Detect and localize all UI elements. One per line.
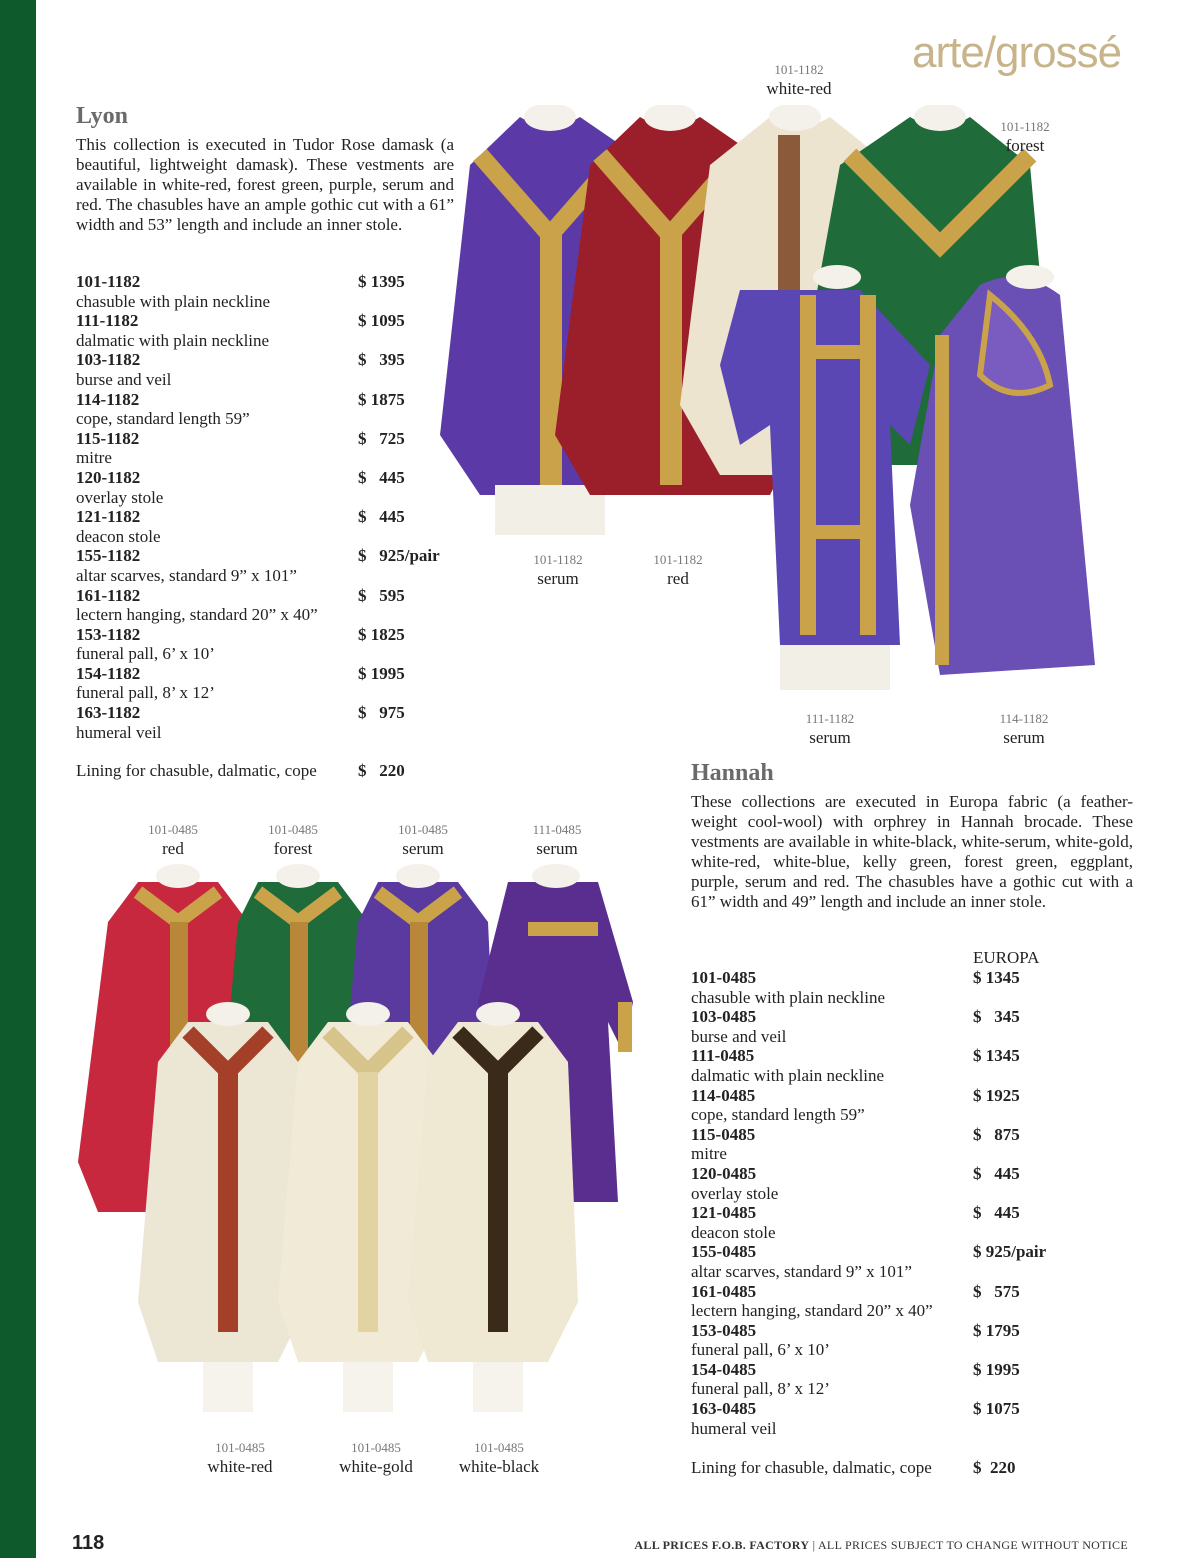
item-price: $ 445 [973, 1203, 1020, 1223]
item-price: $ 1095 [358, 311, 405, 331]
item-name: deacon stole [76, 526, 161, 546]
lyon-lining [76, 761, 466, 781]
price-row [691, 1242, 1131, 1281]
footer-change-notice: ALL PRICES SUBJECT TO CHANGE WITHOUT NOTICE [817, 1538, 1128, 1552]
item-name: burse and veil [76, 369, 172, 389]
item-code: 121-1182 [76, 507, 141, 527]
item-price: $ 445 [973, 1163, 1020, 1183]
price-row [691, 1282, 1131, 1321]
item-code: 114-1182 [76, 389, 140, 409]
price-row [76, 390, 466, 429]
lining-price: $ 220 [973, 1458, 1016, 1477]
item-name: funeral pall, 8’ x 12’ [691, 1379, 830, 1399]
item-name: deacon stole [691, 1222, 776, 1242]
price-row [76, 625, 466, 664]
hannah-title: Hannah [691, 760, 774, 786]
item-price: $ 395 [358, 350, 405, 370]
price-row [76, 664, 466, 703]
item-price: $ 1345 [973, 968, 1020, 987]
item-price: $ 1875 [358, 389, 405, 409]
item-name: altar scarves, standard 9” x 101” [76, 565, 297, 585]
item-code: 120-0485 [691, 1163, 757, 1183]
item-code: 153-0485 [691, 1320, 757, 1340]
item-code: 153-1182 [76, 624, 141, 644]
price-row [691, 1086, 1131, 1125]
item-price: $ 1925 [973, 1085, 1020, 1105]
price-row [76, 507, 466, 546]
item-code: 101-0485 [691, 968, 757, 987]
caption-lyon-dalmatic: 111-1182 serum [805, 711, 855, 747]
footer-separator: | [812, 1538, 816, 1552]
lining-price: $ 220 [358, 761, 405, 780]
item-name: burse and veil [691, 1026, 787, 1046]
caption-hannah-dalmatic-serum: 111-0485 serum [532, 822, 582, 858]
price-row [691, 1125, 1131, 1164]
lyon-description: This collection is executed in Tudor Rose damask (a beautiful, lightweight damask). These vestments are available in white-red, forest green, purple, serum and red. The chasubles have an ample gothic cut with a 61” width and 53” length and include an inner stole. [76, 135, 454, 234]
chasuble-white-black [408, 1002, 578, 1412]
item-code: 161-0485 [691, 1281, 757, 1301]
price-row [691, 968, 1131, 1007]
caption-lyon-white-red: 101-1182 white-red [766, 62, 832, 98]
item-price: $ 445 [358, 467, 405, 487]
price-row [691, 1007, 1131, 1046]
price-row [691, 1360, 1131, 1399]
hannah-column-header: EUROPA [973, 948, 1040, 967]
item-price: $ 1345 [973, 1046, 1020, 1066]
hannah-price-list [691, 968, 1131, 1438]
price-row [76, 468, 466, 507]
item-code: 111-0485 [691, 1046, 755, 1066]
item-name: humeral veil [76, 722, 162, 742]
hannah-vestments-photo [78, 862, 638, 1432]
item-name: altar scarves, standard 9” x 101” [691, 1261, 912, 1281]
lyon-vestments-photo [440, 105, 1100, 710]
caption-hannah-forest: 101-0485 forest [268, 822, 318, 858]
item-price: $ 1995 [973, 1359, 1020, 1379]
item-price: $ 1075 [973, 1399, 1020, 1419]
item-price: $ 875 [973, 1124, 1020, 1144]
item-name: chasuble with plain neckline [76, 291, 271, 311]
price-row [691, 1203, 1131, 1242]
item-price: $ 725 [358, 428, 405, 448]
caption-hannah-white-black: 101-0485 white-black [458, 1440, 540, 1476]
hannah-description: These collections are executed in Europa fabric (a feather-weight cool-wool) with orphrey in Hannah brocade. These vestments are available in white-black, white-serum, white-gold, white-red, white-blue, kelly green, forest green, eggplant, purple, serum and red. The chasubles have a gothic cut with a 61” width and 49” length and include an inner stole. [691, 792, 1133, 911]
item-price: $ 595 [358, 585, 405, 605]
brand-logo: arte/grossé [912, 28, 1122, 77]
item-price: $ 1995 [358, 663, 405, 683]
item-code: 163-0485 [691, 1399, 757, 1419]
item-price: $ 975 [358, 703, 405, 723]
item-name: dalmatic with plain neckline [76, 330, 270, 350]
item-code: 103-0485 [691, 1007, 757, 1027]
item-name: mitre [76, 448, 112, 468]
item-code: 101-1182 [76, 272, 141, 291]
price-row [76, 586, 466, 625]
price-row [76, 311, 466, 350]
item-code: 115-1182 [76, 428, 140, 448]
lyon-title: Lyon [76, 103, 129, 129]
price-row [691, 1046, 1131, 1085]
item-name: cope, standard length 59” [76, 409, 250, 429]
item-code: 115-0485 [691, 1124, 756, 1144]
lining-label: Lining for chasuble, dalmatic, cope [76, 761, 317, 780]
price-row [76, 429, 466, 468]
item-name: chasuble with plain neckline [691, 987, 886, 1007]
item-code: 155-0485 [691, 1242, 757, 1262]
caption-lyon-red: 101-1182 red [653, 552, 703, 588]
item-price: $ 345 [973, 1007, 1020, 1027]
price-row [76, 350, 466, 389]
item-name: funeral pall, 6’ x 10’ [76, 644, 215, 664]
lyon-price-list [76, 272, 466, 742]
caption-lyon-serum: 101-1182 serum [533, 552, 583, 588]
side-color-bar [0, 0, 36, 1558]
caption-lyon-forest: 101-1182 forest [1000, 119, 1050, 155]
price-row [691, 1164, 1131, 1203]
caption-lyon-cope: 114-1182 serum [999, 711, 1049, 747]
item-name: overlay stole [691, 1183, 779, 1203]
item-code: 114-0485 [691, 1085, 756, 1105]
price-row [691, 1321, 1131, 1360]
item-code: 111-1182 [76, 311, 139, 331]
item-code: 121-0485 [691, 1203, 757, 1223]
price-row [76, 272, 466, 311]
item-name: overlay stole [76, 487, 164, 507]
item-code: 103-1182 [76, 350, 141, 370]
caption-hannah-white-red: 101-0485 white-red [207, 1440, 273, 1476]
caption-hannah-white-gold: 101-0485 white-gold [339, 1440, 413, 1476]
item-price: $ 575 [973, 1281, 1020, 1301]
footer-fob: ALL PRICES F.O.B. FACTORY [634, 1538, 810, 1552]
item-price: $ 1395 [358, 272, 405, 291]
item-price: $ 445 [358, 507, 405, 527]
item-name: humeral veil [691, 1418, 777, 1438]
item-code: 154-0485 [691, 1359, 757, 1379]
item-price: $ 925/pair [973, 1242, 1047, 1262]
lining-label: Lining for chasuble, dalmatic, cope [691, 1458, 932, 1477]
item-name: funeral pall, 8’ x 12’ [76, 683, 215, 703]
item-name: funeral pall, 6’ x 10’ [691, 1340, 830, 1360]
price-row [76, 703, 466, 742]
item-price: $ 1795 [973, 1320, 1020, 1340]
item-price: $ 1825 [358, 624, 405, 644]
item-code: 154-1182 [76, 663, 141, 683]
caption-hannah-red: 101-0485 red [148, 822, 198, 858]
caption-hannah-serum: 101-0485 serum [398, 822, 448, 858]
footer-notice [634, 1538, 1128, 1553]
item-code: 120-1182 [76, 467, 141, 487]
price-row [76, 546, 466, 585]
page-number: 118 [72, 1532, 105, 1554]
price-row [691, 1399, 1131, 1438]
item-code: 163-1182 [76, 703, 141, 723]
chasuble-white-red [138, 1002, 308, 1412]
item-code: 161-1182 [76, 585, 141, 605]
item-name: lectern hanging, standard 20” x 40” [76, 605, 318, 625]
item-name: lectern hanging, standard 20” x 40” [691, 1301, 933, 1321]
item-code: 155-1182 [76, 546, 141, 566]
item-name: cope, standard length 59” [691, 1105, 865, 1125]
item-name: dalmatic with plain neckline [691, 1065, 885, 1085]
hannah-lining [691, 1458, 1131, 1478]
item-name: mitre [691, 1144, 727, 1164]
item-price: $ 925/pair [358, 546, 440, 566]
